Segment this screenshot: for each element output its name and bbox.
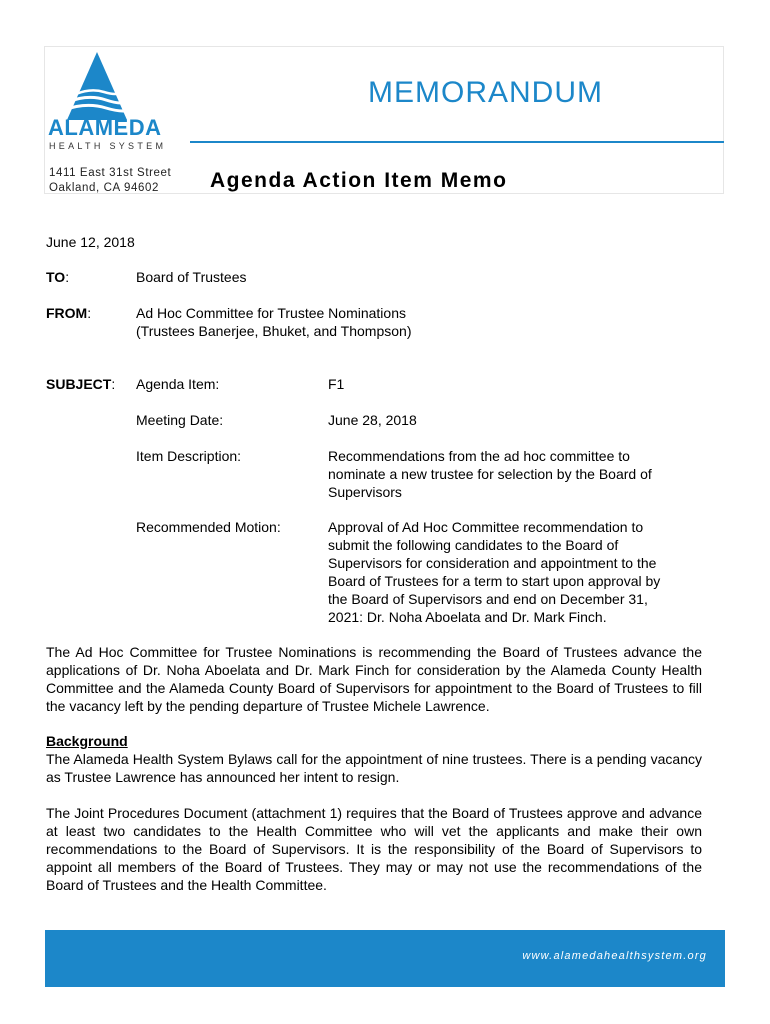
item-description-label: Item Description: (136, 448, 242, 464)
intro-paragraph: The Ad Hoc Committee for Trustee Nominations is recommending the Board of Trustees advance the applications of Dr. Noha Aboelata and Dr. Mark Finch for consideration by the Alameda County Health Committee and the Alameda County Board of Supervisors for appointment to the Board of Trustees to fill the vacancy left by the pending departure of Trustee Michele Lawrence. (46, 644, 702, 714)
from-label-row: FROM: (46, 305, 92, 321)
recommended-motion-line: Supervisors for consideration and appointment to the (328, 555, 657, 571)
to-label: TO (46, 269, 66, 285)
recommended-motion-line: the Board of Supervisors and end on December 31, (328, 591, 648, 607)
meeting-date-label: Meeting Date: (136, 412, 224, 428)
subject-label: SUBJECT (46, 376, 112, 392)
address-line-2: Oakland, CA 94602 (49, 182, 159, 194)
recommended-motion-line: Board of Trustees for a term to start upon approval by (328, 573, 661, 589)
from-label: FROM (46, 305, 88, 321)
document-title: Agenda Action Item Memo (210, 169, 508, 192)
footer-bar (45, 930, 725, 987)
recommended-motion-line: Approval of Ad Hoc Committee recommendation to (328, 519, 644, 535)
to-label-row: TO: (46, 269, 70, 285)
item-description-line: Recommendations from the ad hoc committee to (328, 448, 630, 464)
recommended-motion-line: 2021: Dr. Noha Aboelata and Dr. Mark Finch. (328, 609, 607, 625)
recommended-motion-label: Recommended Motion: (136, 519, 281, 535)
agenda-item-label: Agenda Item: (136, 376, 220, 392)
footer-url: www.alamedahealthsystem.org (522, 950, 707, 962)
to-value: Board of Trustees (136, 269, 247, 285)
memorandum-title: MEMORANDUM (368, 76, 603, 109)
subject-label-row: SUBJECT: (46, 376, 116, 392)
background-section (46, 732, 702, 786)
item-description-line: nominate a new trustee for selection by the Board of (328, 466, 652, 482)
org-subtitle: HEALTH SYSTEM (49, 141, 167, 151)
from-line-1: Ad Hoc Committee for Trustee Nominations (136, 305, 406, 321)
item-description-line: Supervisors (328, 484, 402, 500)
org-name: ALAMEDA (48, 115, 162, 140)
background-paragraph: The Alameda Health System Bylaws call for the appointment of nine trustees. There is a pending vacancy as Trustee Lawrence has announced her intent to resign. (46, 751, 702, 785)
background-heading: Background (46, 733, 128, 749)
agenda-item-value: F1 (328, 376, 345, 392)
org-address (49, 166, 171, 196)
memo-date: June 12, 2018 (46, 234, 135, 250)
recommended-motion-line: submit the following candidates to the Board of (328, 537, 619, 553)
header-divider (190, 141, 724, 143)
address-line-1: 1411 East 31st Street (49, 167, 172, 179)
from-line-2: (Trustees Banerjee, Bhuket, and Thompson) (136, 323, 412, 339)
procedures-paragraph: The Joint Procedures Document (attachment 1) requires that the Board of Trustees approve and advance at least two candidates to the Health Committee who will vet the applicants and make their own recommendations to the Board of Supervisors. It is the responsibility of the Board of Supervisors to appoint all members of the Board of Trustees. They may or may not use the recommendations of the Board of Trustees and the Health Committee. (46, 805, 702, 893)
meeting-date-value: June 28, 2018 (328, 412, 417, 428)
